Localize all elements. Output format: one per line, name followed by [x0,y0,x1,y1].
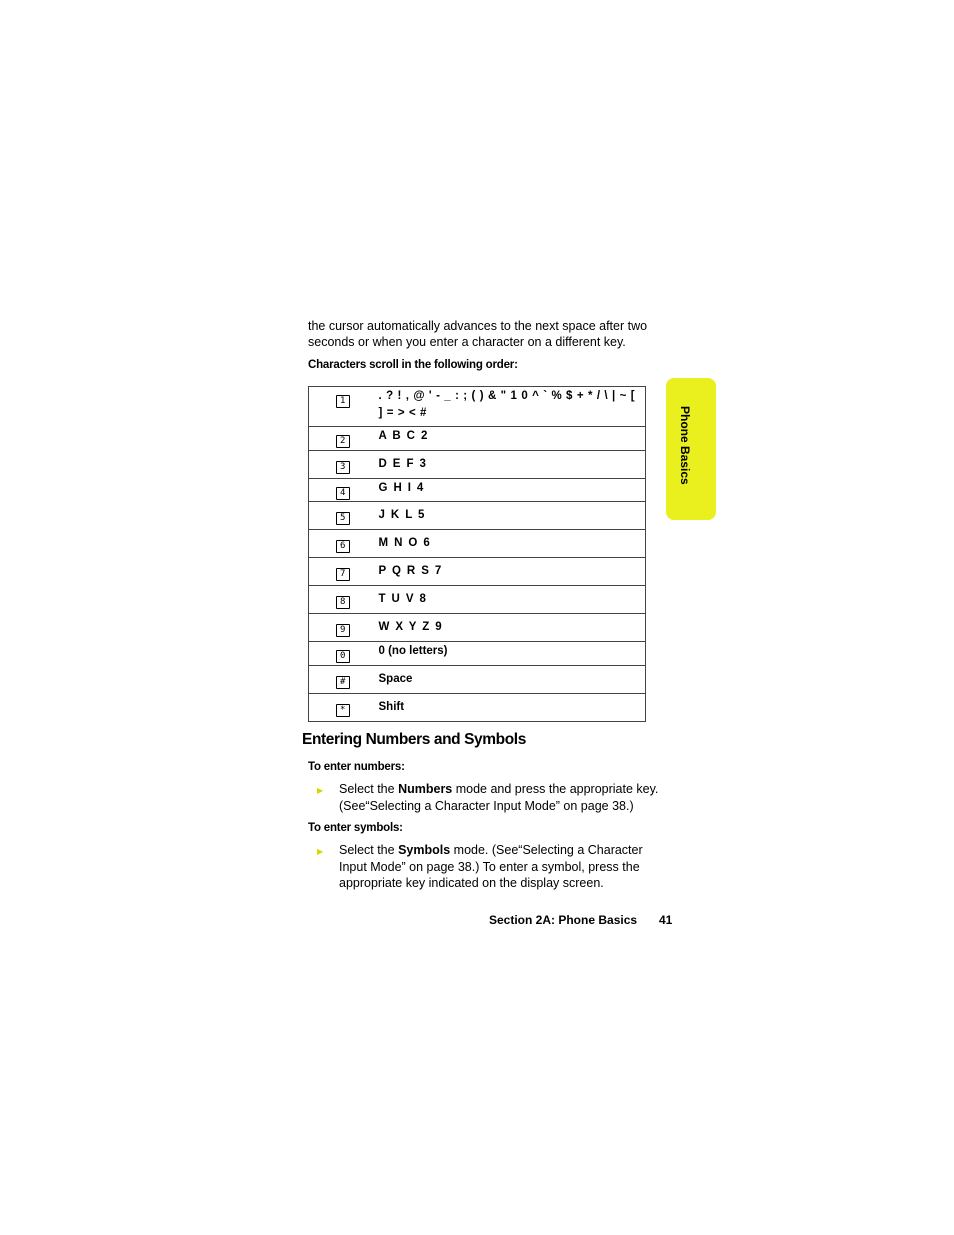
key-chars: Space [379,666,646,694]
table-row [309,502,646,530]
section-tab-label: Phone Basics [678,406,692,485]
key-chars: G H I 4 [379,479,646,502]
key-6-icon: 6 [336,540,350,553]
key-8-icon: 8 [336,596,350,609]
table-row [309,614,646,642]
table-row [309,642,646,666]
footer-section: Section 2A: Phone Basics [489,913,638,927]
key-chars: T U V 8 [379,586,646,614]
bullet-arrow-icon: ▶ [317,786,324,795]
numbers-instruction: Select the Numbers mode and press the appropriate key. (See“Selecting a Character Input Mode” on page 38.) [339,782,659,813]
table-row [309,558,646,586]
key-character-table [308,386,646,722]
key-2-icon: 2 [336,435,350,448]
key-chars: Shift [379,694,646,722]
key-5-icon: 5 [336,512,350,525]
key-3-icon: 3 [336,461,350,474]
table-row [309,666,646,694]
key-chars: W X Y Z 9 [379,614,646,642]
key-star-icon: * [336,704,350,717]
key-chars: D E F 3 [379,451,646,479]
table-row [309,387,646,427]
symbols-bullet [317,842,662,892]
key-1-icon: 1 [336,395,350,408]
key-pound-icon: # [336,676,350,689]
key-9-icon: 9 [336,624,350,637]
table-row [309,530,646,558]
key-4-icon: 4 [336,487,350,500]
key-chars: P Q R S 7 [379,558,646,586]
page-number: 41 [659,913,673,927]
scroll-order-label: Characters scroll in the following order: [308,359,518,371]
key-chars: A B C 2 [379,427,646,451]
key-chars: 0 (no letters) [379,642,646,666]
table-row [309,427,646,451]
numbers-bullet [317,781,662,814]
numbers-label: To enter numbers: [308,761,405,773]
section-heading: Entering Numbers and Symbols [302,731,526,748]
key-7-icon: 7 [336,568,350,581]
bullet-arrow-icon: ▶ [317,847,324,856]
table-row [309,451,646,479]
key-chars: . ? ! , @ ' - _ : ; ( ) & " 1 0 ^ ` % $ + * / \ | ~ [ ] = > < # [379,387,646,427]
table-row [309,479,646,502]
table-row [309,694,646,722]
symbols-label: To enter symbols: [308,822,403,834]
key-0-icon: 0 [336,650,350,663]
symbols-instruction: Select the Symbols mode. (See“Selecting a Character Input Mode” on page 38.) To enter a symbol, press the appropriate key indicated on the display screen. [339,843,643,890]
key-chars: M N O 6 [379,530,646,558]
key-chars: J K L 5 [379,502,646,530]
table-row [309,586,646,614]
intro-paragraph: the cursor automatically advances to the next space after two seconds or when you enter a character on a different key. [308,319,648,349]
